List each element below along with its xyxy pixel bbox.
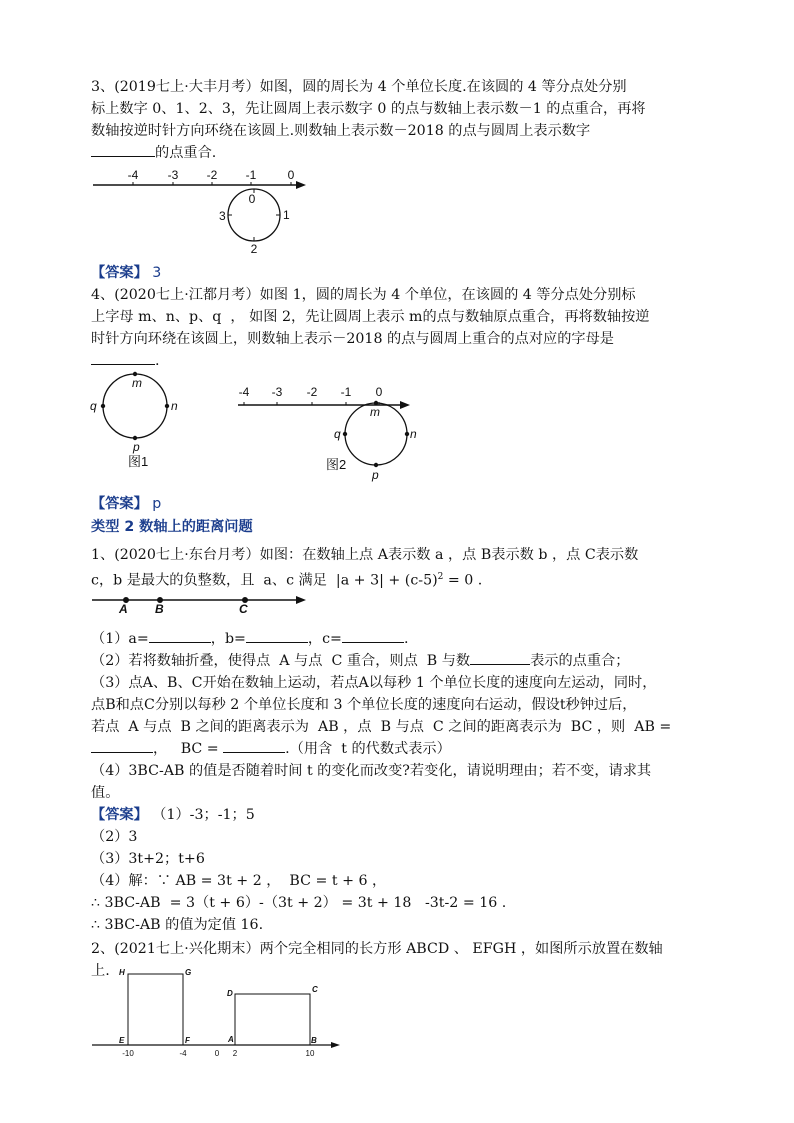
q3-line-2: 标上数字 0、1、2、3，先让圆周上表示数字 0 的点与数轴上表示数－1 的点重合，再将 xyxy=(91,101,646,117)
tick-label: -1 xyxy=(245,168,257,182)
tick-label: -10 xyxy=(122,1049,134,1058)
figure-caption: 图1 xyxy=(128,454,149,469)
point-label: p xyxy=(133,440,140,454)
section-heading: 类型 2 数轴上的距离问题 xyxy=(91,519,253,535)
p1-answer-2: （2）3 xyxy=(91,829,138,845)
tick-label: 0 xyxy=(375,385,383,399)
q3-line-1: 3、(2019七上·大丰月考）如图，圆的周长为 4 个单位长度.在该圆的 4 等分点处分别 xyxy=(91,79,627,95)
point-label: p xyxy=(372,468,379,482)
point-label: n xyxy=(171,399,178,413)
tick-label: 2 xyxy=(232,1049,238,1058)
tick-label: -1 xyxy=(340,385,352,399)
p1-sub-4-line-2: 值。 xyxy=(91,785,120,801)
p1-sub-2: （2）若将数轴折叠，使得点 A 与点 C 重合，则点 B 与数 表示的点重合； xyxy=(91,650,629,672)
tick-label: -4 xyxy=(127,168,139,182)
p1-sub-3-line-4: ， BC = .（用含 t 的代数式表示） xyxy=(91,738,451,760)
tick-label: 0 xyxy=(214,1049,220,1058)
p1-sub-3-line-1: （3）点A、B、C开始在数轴上运动，若点A以每秒 1 个单位长度的速度向左运动，同时， xyxy=(91,675,657,691)
corner-label: D xyxy=(227,989,233,998)
q4-line-3: 时针方向环绕在该圆上，则数轴上表示－2018 的点与圆周上重合的点对应的字母是 xyxy=(91,331,614,347)
corner-label: B xyxy=(311,1036,317,1045)
q4-line-4: . xyxy=(91,350,160,372)
q3-answer: 【答案】 3 xyxy=(91,265,162,281)
point-label: n xyxy=(410,427,417,441)
point-label: m xyxy=(370,405,380,419)
p1-sub-1: （1）a= ，b= ，c= . xyxy=(91,628,408,650)
point-label: q xyxy=(90,399,97,413)
q3-line-4: 的点重合. xyxy=(91,142,216,164)
tick-label: -4 xyxy=(179,1049,187,1058)
p1-answer-3: （3）3t+2；t+6 xyxy=(91,851,205,867)
corner-label: C xyxy=(312,985,318,994)
q4-figure-2 xyxy=(236,378,436,488)
corner-label: H xyxy=(119,968,125,977)
p1-figure xyxy=(90,590,320,620)
q4-figure-1 xyxy=(88,370,188,475)
p2-figure xyxy=(90,965,350,1065)
circle-label: 0 xyxy=(248,192,256,206)
circle-label: 2 xyxy=(250,242,258,256)
p1-sub-3-line-3: 若点 A 与点 B 之间的距离表示为 AB ，点 B 与点 C 之间的距离表示为 BC ，则 AB = xyxy=(91,719,672,735)
point-label-c: C xyxy=(239,602,248,616)
p1-line-1: 1、(2020七上·东台月考）如图：在数轴上点 A表示数 a ，点 B表示数 b ，点 C表示数 xyxy=(91,547,639,563)
answer-blank xyxy=(91,142,155,157)
tick-label: 10 xyxy=(305,1049,315,1058)
p1-line-2: c，b 是最大的负整数，且 a、c 满足 $|a + 3| + (c-5)^2 = 0$ . xyxy=(91,572,483,589)
tick-label: -4 xyxy=(238,385,250,399)
tick-label: -2 xyxy=(206,168,218,182)
figure-caption: 图2 xyxy=(326,457,347,472)
q4-line-2: 上字母 m、n、p、q ， 如图 2，先让圆周上表示 m的点与数轴原点重合，再将数轴按逆 xyxy=(91,309,650,325)
tick-label: 0 xyxy=(287,168,295,182)
p1-answer-1: 【答案】 （1）-3；-1；5 xyxy=(91,807,255,823)
point-label: q xyxy=(334,427,341,441)
circle-label: 1 xyxy=(283,208,290,222)
answer-blank xyxy=(91,350,155,365)
p2-line-2: 上. xyxy=(91,963,110,979)
point-label-b: B xyxy=(155,602,164,616)
point-label-a: A xyxy=(119,602,128,616)
p1-answer-5: ∴ 3BC-AB = 3（t + 6）-（3t + 2） = 3t + 18 -3t-2 = 16 . xyxy=(91,895,507,911)
tick-label: -3 xyxy=(271,385,283,399)
p1-sub-3-line-2: 点B和点C分别以每秒 2 个单位长度和 3 个单位长度的速度向右运动，假设t秒钟过后， xyxy=(91,697,637,713)
corner-label: E xyxy=(119,1036,125,1045)
p1-answer-4: （4）解：∵ AB = 3t + 2 ， BC = t + 6 ， xyxy=(91,873,387,889)
q4-line-1: 4、(2020七上·江都月考）如图 1，圆的周长为 4 个单位，在该圆的 4 等分点处分别标 xyxy=(91,287,636,303)
q3-figure xyxy=(90,165,320,260)
point-label: m xyxy=(132,376,142,390)
tick-label: -3 xyxy=(167,168,179,182)
p1-answer-6: ∴ 3BC-AB 的值为定值 16. xyxy=(91,917,264,933)
p2-line-1: 2、(2021七上·兴化期末）两个完全相同的长方形 ABCD 、 EFGH ，如图所示放置在数轴 xyxy=(91,941,663,957)
circle-label: 3 xyxy=(219,209,226,223)
corner-label: F xyxy=(185,1036,190,1045)
p1-sub-4-line-1: （4）3BC-AB 的值是否随着时间 t 的变化而改变?若变化，请说明理由；若不变，请求其 xyxy=(91,763,652,779)
tick-label: -2 xyxy=(306,385,318,399)
corner-label: G xyxy=(185,968,192,977)
q4-answer: 【答案】 p xyxy=(91,496,162,512)
corner-label: A xyxy=(228,1035,234,1044)
q3-line-3: 数轴按逆时针方向环绕在该圆上.则数轴上表示数－2018 的点与圆周上表示数字 xyxy=(91,123,591,139)
